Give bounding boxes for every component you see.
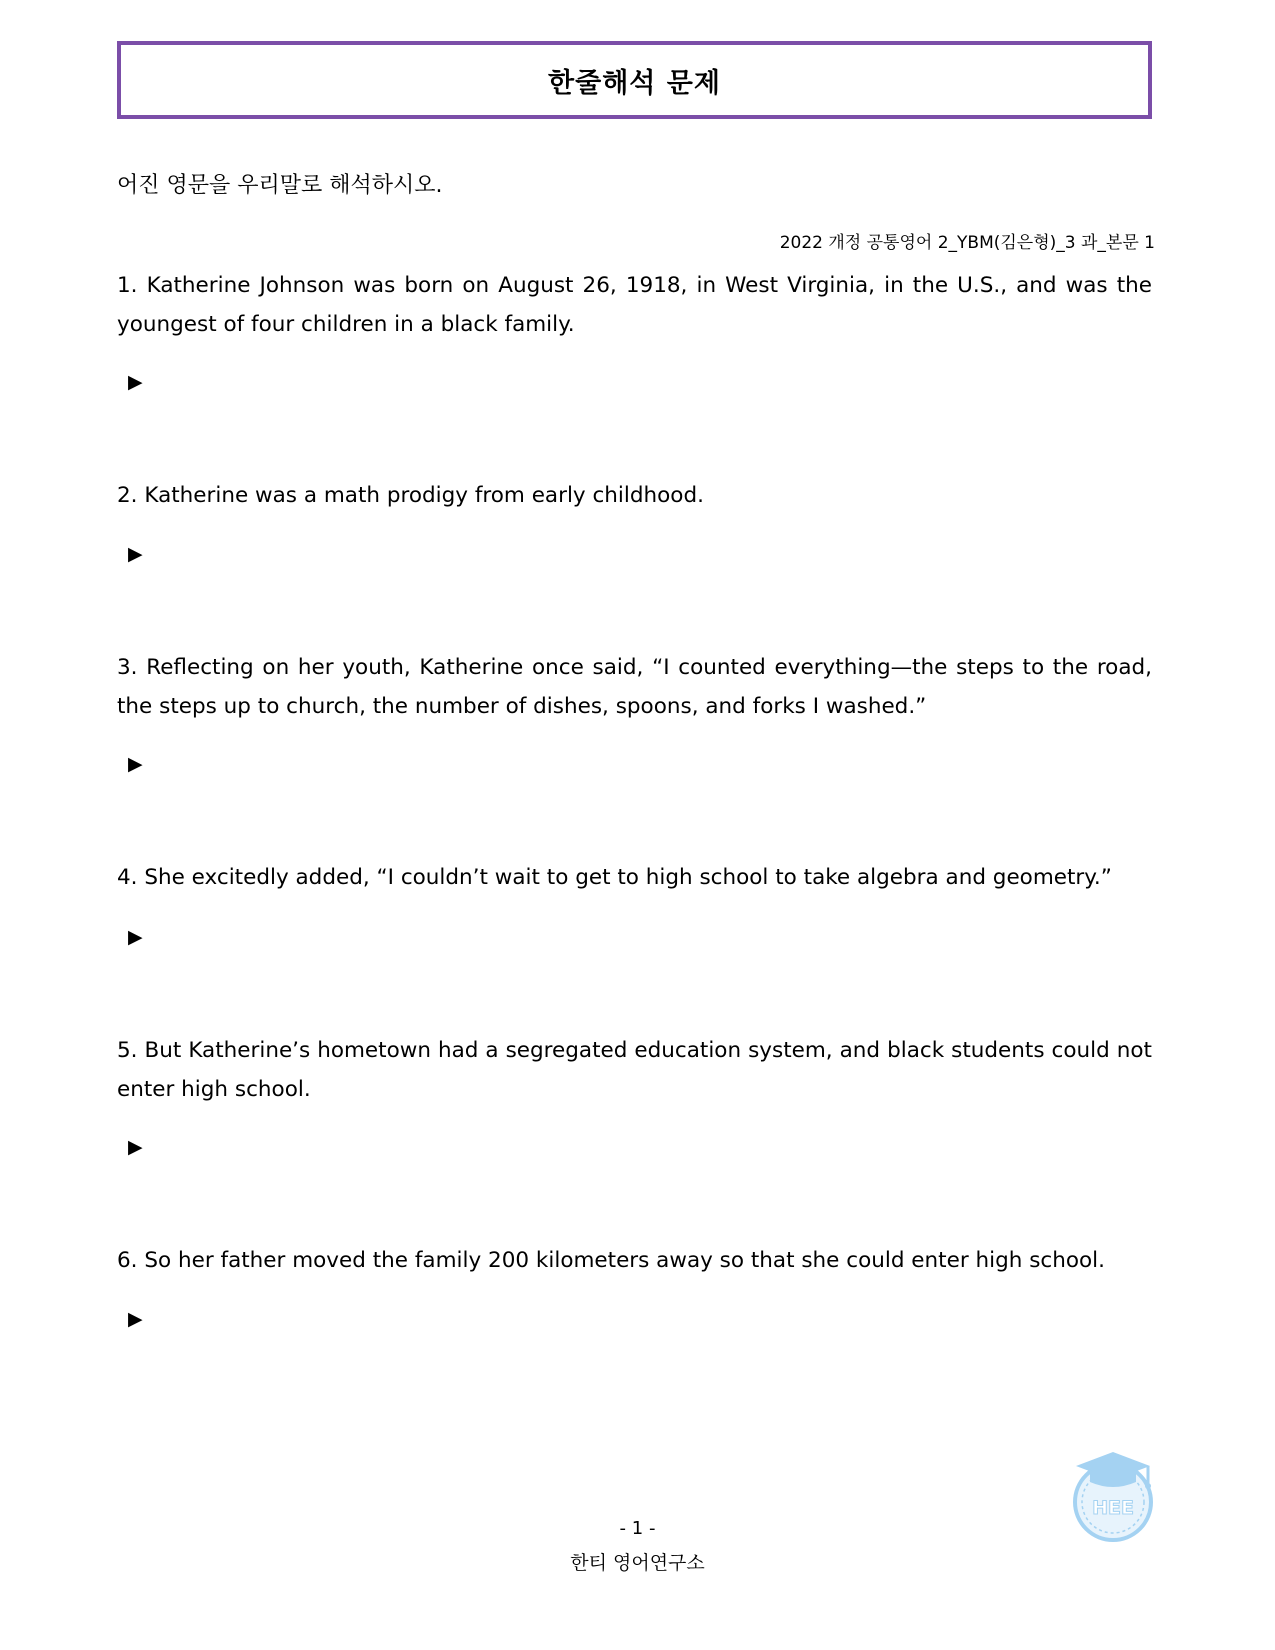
source-label: 2022 개정 공통영어 2_YBM(김은형)_3 과_본문 1 — [779, 233, 1155, 253]
question-2: 2. Katherine was a math prodigy from early childhood. — [117, 483, 704, 508]
question-4: 4. She excitedly added, “I couldn’t wait to get to high school to take algebra and geometry.” — [117, 865, 1112, 890]
answer-marker-1: ▶ — [128, 371, 143, 393]
answer-marker-6: ▶ — [128, 1308, 143, 1330]
answer-marker-5: ▶ — [128, 1136, 143, 1158]
question-1: 1. Katherine Johnson was born on August 26, 1918, in West Virginia, in the U.S., and was the youngest of four children in a black family. — [117, 273, 1152, 337]
answer-marker-2: ▶ — [128, 543, 143, 565]
question-3: 3. Reflecting on her youth, Katherine once said, “I counted everything—the steps to the road, the steps up to church, the number of dishes, spoons, and forks I washed.” — [117, 655, 1152, 719]
answer-marker-3: ▶ — [128, 753, 143, 775]
instruction-text: 어진 영문을 우리말로 해석하시오. — [117, 173, 443, 198]
page-title: 한줄해석 문제 — [548, 67, 721, 99]
page-number: - 1 - — [619, 1518, 656, 1539]
title-box — [117, 41, 1152, 119]
footer-organization: 한티 영어연구소 — [570, 1552, 705, 1574]
question-5: 5. But Katherine’s hometown had a segregated education system, and black students could not enter high school. — [117, 1038, 1152, 1102]
question-6: 6. So her father moved the family 200 kilometers away so that she could enter high school. — [117, 1248, 1105, 1273]
answer-marker-4: ▶ — [128, 926, 143, 948]
logo-text: HEE — [1092, 1497, 1134, 1519]
